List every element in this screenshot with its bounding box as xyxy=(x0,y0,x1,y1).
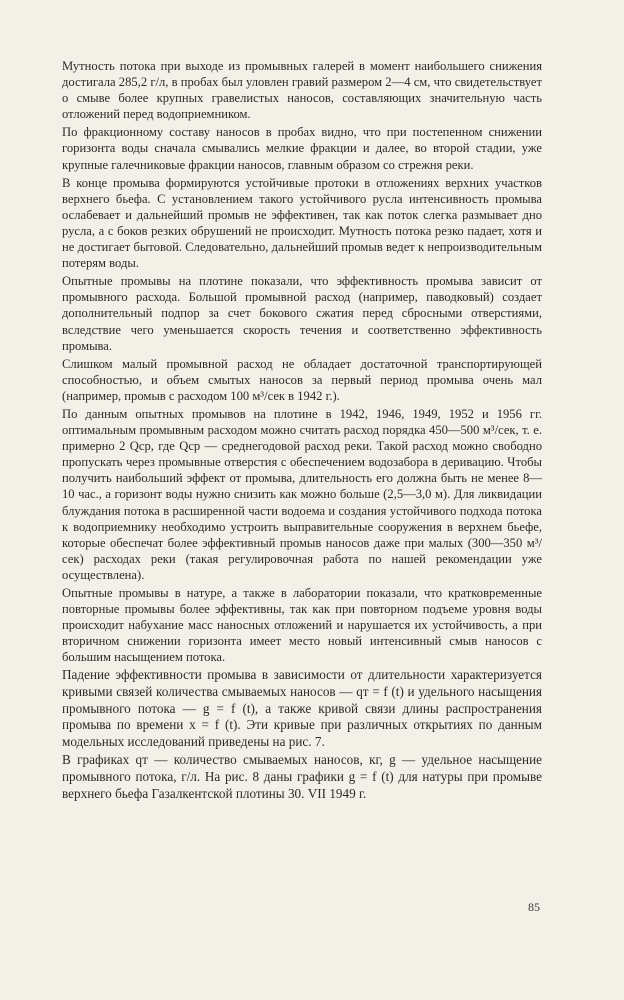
paragraph-1: Мутность потока при выходе из промывных галерей в момент наибольшего снижения достигала 285,2 г/л, в пробах был уловлен гравий размером 2—4 см, что свидетельствует о смыве более крупных гравелистых наносов, составляющих значительную часть отложений перед водоприемником. xyxy=(62,59,542,122)
paragraph-8: Падение эффективности промыва в зависимости от длительности характеризуется кривыми связей количества смываемых наносов — qт = f (t) и удельного насыщения промывного потока — g = f (t), а также кривой связи длины распространения промыва по времени x = f (t). Эти кривые при различных открытиях по данным модельных исследований приведены на рис. 7. xyxy=(62,667,542,749)
paragraph-7: Опытные промывы в натуре, а также в лаборатории показали, что кратковременные повторные промывы более эффективны, так как при повторном подъеме уровня воды происходит набухание масс наносных отложений и нарушается их устойчивость, а при вторичном снижении горизонта имеет место новый интенсивный смыв наносов с большим насыщением потока. xyxy=(62,586,542,665)
paragraph-6: По данным опытных промывов на плотине в 1942, 1946, 1949, 1952 и 1956 гг. оптимальным промывным расходом можно считать расход порядка 450—500 м³/сек, т. е. примерно 2 Qср, где Qср — среднегодовой расход реки. Такой расход можно свободно пропускать через промывные отверстия с обеспечением водозабора в деривацию. Чтобы получить наибольший эффект от промыва, длительность его должна быть не менее 8—10 час., а горизонт воды нужно снизить как можно больше (2,5—3,0 м). Для ликвидации блуждания потока в расширенной части водоема и создания устойчивого подхода потока к водоприемнику необходимо устроить выправительные сооружения в верхнем бьефе, которые обеспечат более эффективный промыв наносов даже при малых (300—350 м³/сек) расходах реки (такая регулировочная работа по нашей рекомендации уже осуществлена). xyxy=(62,406,542,582)
page-number: 85 xyxy=(528,900,540,914)
paragraph-5: Слишком малый промывной расход не обладает достаточной транспортирующей способностью, и объем смытых наносов за первый период промыва очень мал (например, промыв с расходом 100 м³/сек в 1942 г.). xyxy=(62,356,542,403)
paragraph-2: По фракционному составу наносов в пробах видно, что при постепенном снижении горизонта воды сначала смывались мелкие фракции и далее, во второй стадии, уже крупные галечниковые фракции наносов, главным образом со стрежня реки. xyxy=(62,125,542,172)
paragraph-4: Опытные промывы на плотине показали, что эффективность промыва зависит от промывного расхода. Большой промывной расход (например, паводковый) создает дополнительный подпор за счет бокового сжатия перед сбросными отверстиями, вследствие чего уменьшается скорость течения и соответственно эффективность промыва. xyxy=(62,274,542,353)
paragraph-3: В конце промыва формируются устойчивые протоки в отложениях верхних участков верхнего бьефа. С установлением такого устойчивого русла интенсивность промыва ослабевает и дальнейший промыв не эффективен, так как поток слегка размывает дно русла, а с боков резких обрушений не происходит. Мутность потока резко падает, хотя и не достигает бытовой. Следовательно, дальнейший промыв ведет к непроизводительным потерям воды. xyxy=(62,175,542,271)
paragraph-9: В графиках qт — количество смываемых наносов, кг, g — удельное насыщение промывного потока, г/л. На рис. 8 даны графики g = f (t) для натуры при промыве верхнего бьефа Газалкентской плотины 30. VII 1949 г. xyxy=(62,752,542,801)
